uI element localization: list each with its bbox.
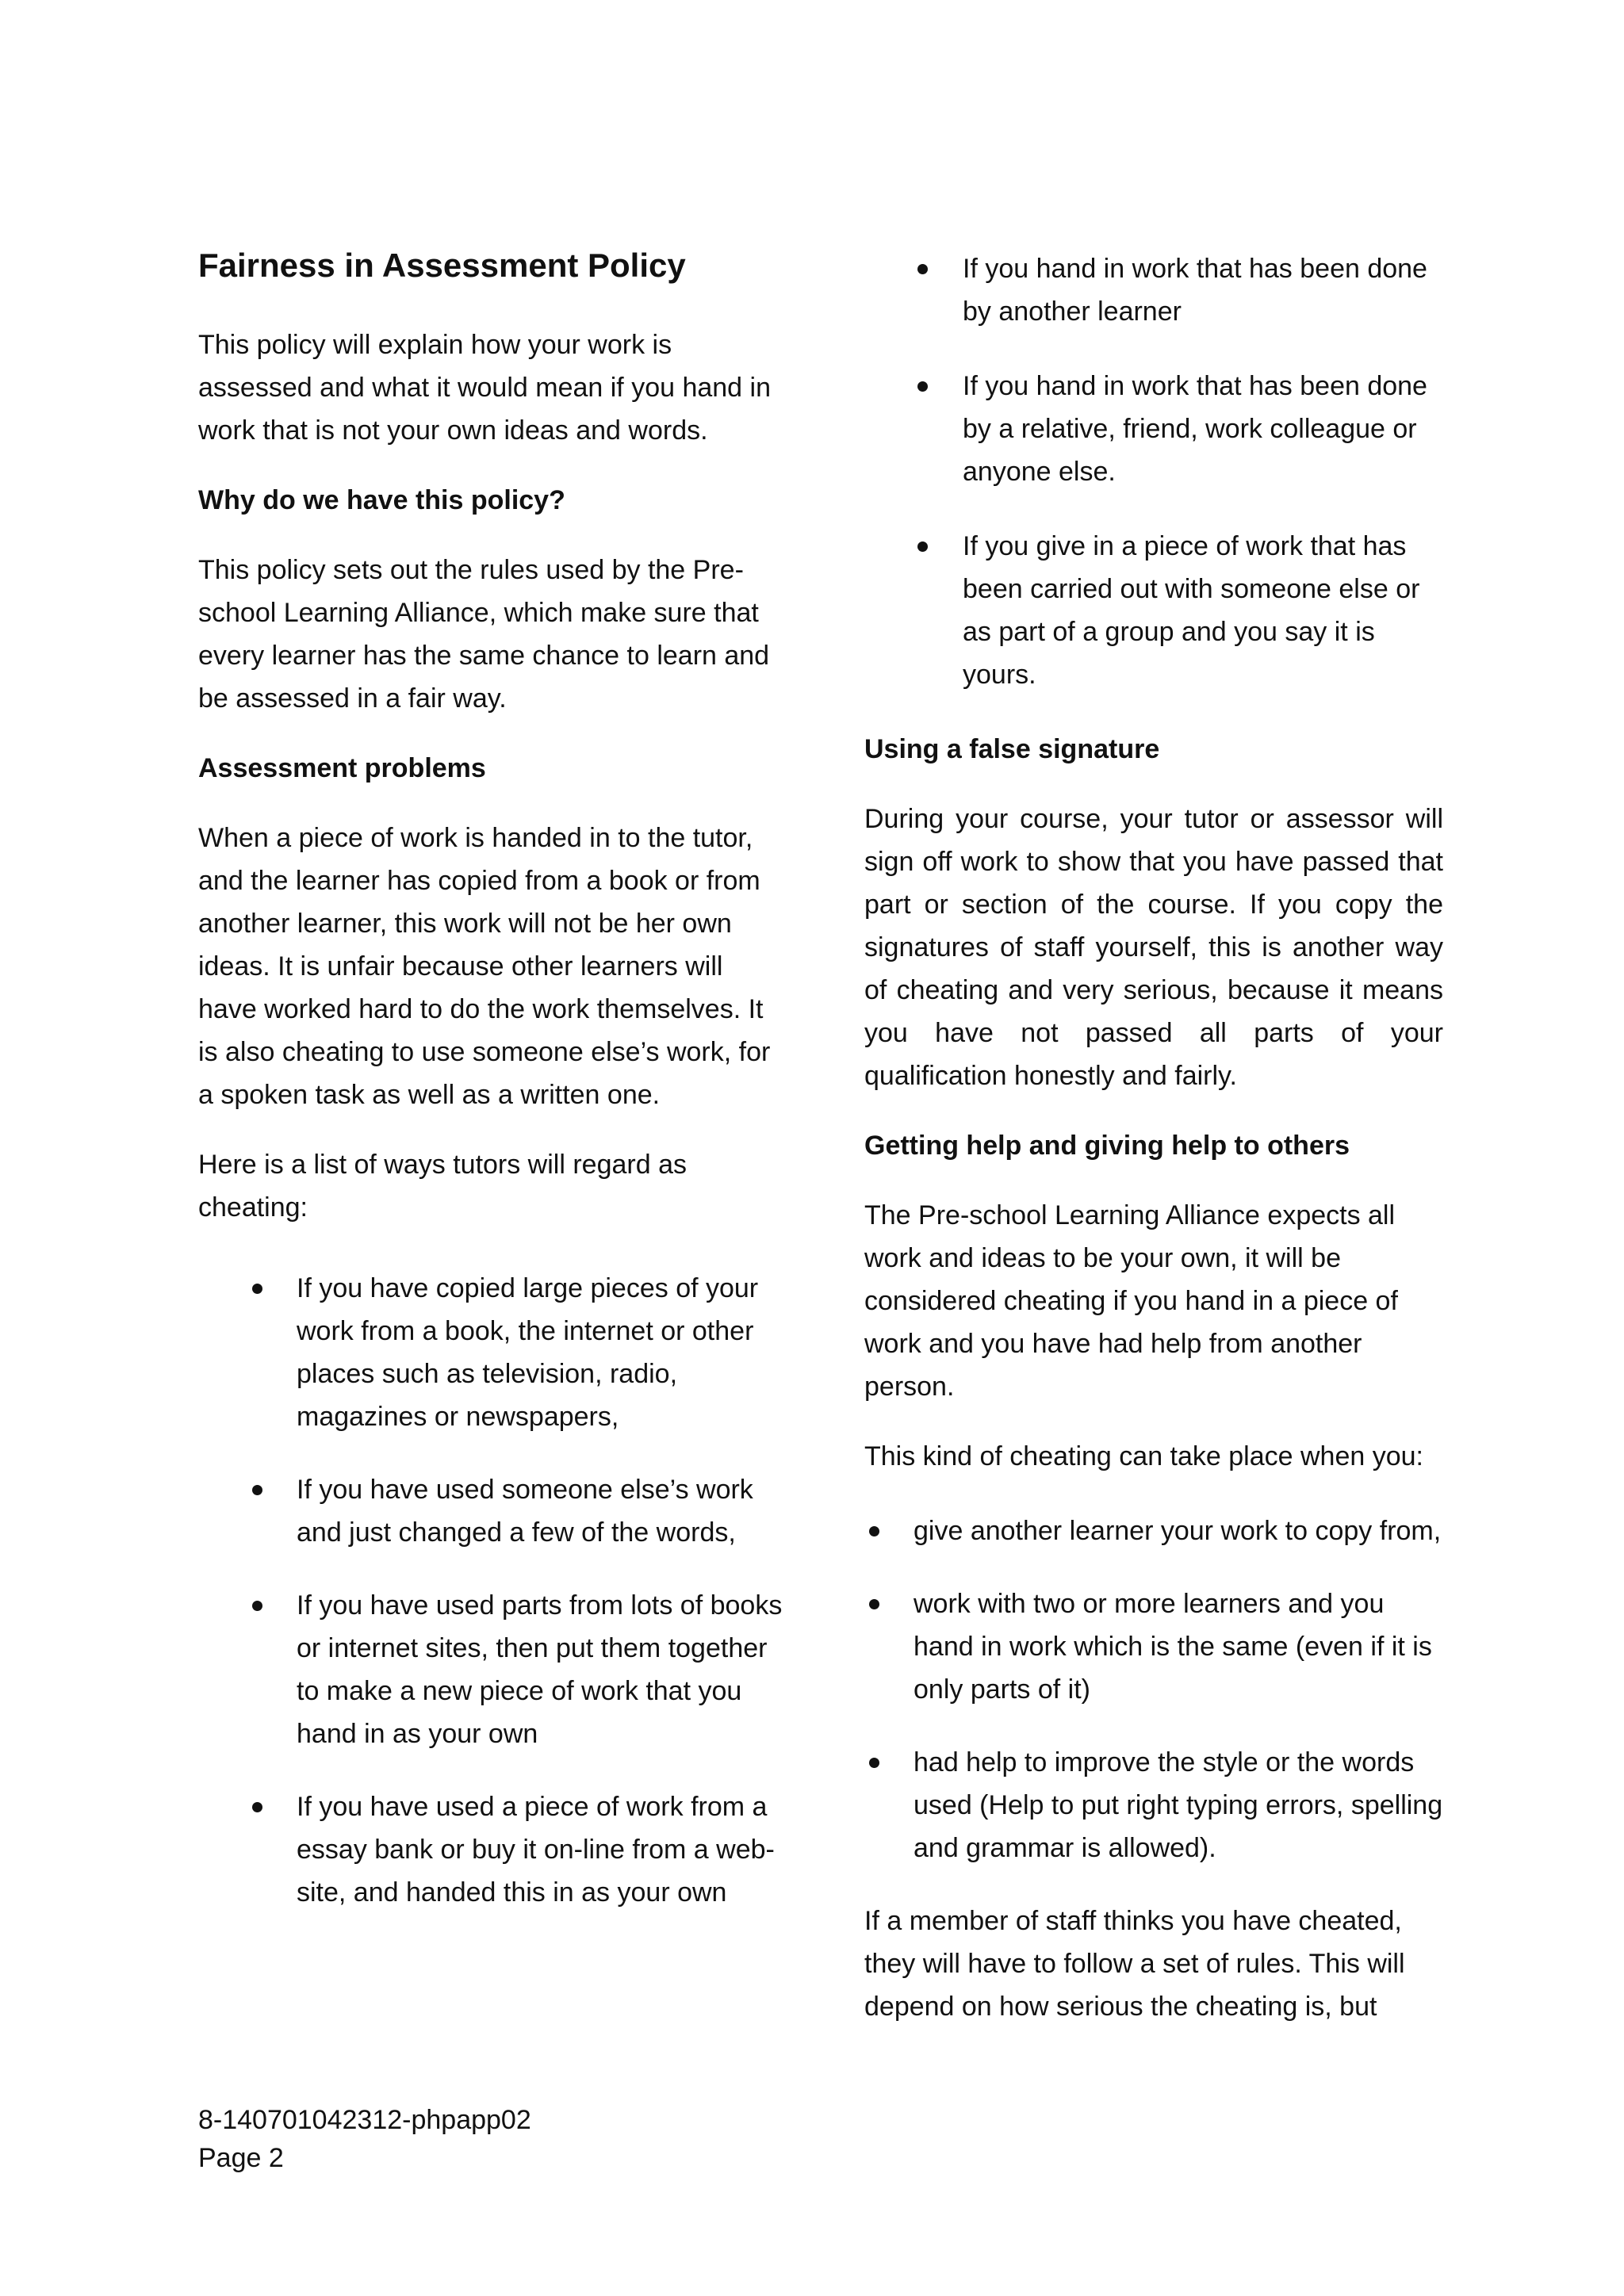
help-list-intro: This kind of cheating can take place when you: [864,1441,1423,1471]
left-column [198,246,785,1944]
bullet-icon [869,1599,879,1609]
right-column [864,247,1443,2055]
page-number: Page 2 [198,2143,284,2173]
list-item-text: If you have used parts from lots of books or internet sites, then put them together to make a new piece of work that you hand in as your own [297,1590,783,1750]
document-id: 8-140701042312-phpapp02 [198,2105,531,2135]
why-paragraph: This policy sets out the rules used by the Pre-school Learning Alliance, which make sure that every learner has the same chance to learn and be assessed in a fair way. [198,555,770,714]
bullet-icon [917,541,928,552]
problems-paragraph: When a piece of work is handed in to the tutor, and the learner has copied from a book or from another learner, this work will not be her own ideas. It is unfair because other learners will have worked hard to do the work themselves. It is also cheating to use someone else’s work, for a spoken task as well as a written one. [198,823,771,1111]
page-title: Fairness in Assessment Policy [198,247,686,284]
list-item-text: had help to improve the style or the words used (Help to put right typing errors, spelling and grammar is allowed). [914,1747,1443,1863]
signature-heading: Using a false signature [864,734,1160,764]
signature-paragraph: During your course, your tutor or assessor will sign off work to show that you have passed that part or section of the course. If you copy the signatures of staff yourself, this is another way of cheating and very serious, because it means you have not passed all parts of your qualification honestly and fairly. [864,804,1443,1091]
list-item [864,1582,1443,1711]
list-item [198,1267,785,1438]
bullet-icon [252,1601,262,1611]
bullet-icon [869,1526,879,1536]
help-list [864,1510,1443,1869]
list-item [198,1785,785,1914]
list-item [864,525,1443,696]
bullet-icon [917,264,928,274]
help-heading: Getting help and giving help to others [864,1131,1350,1161]
list-item-text: If you have used a piece of work from a essay bank or buy it on-line from a web-site, and handed this in as your own [297,1792,775,1908]
list-item [198,1584,785,1755]
list-item-text: If you give in a piece of work that has been carried out with someone else or as part of a group and you say it is yours. [963,531,1420,690]
bullet-icon [252,1284,262,1294]
list-item [864,365,1443,493]
problems-heading: Assessment problems [198,753,486,784]
help-paragraph: The Pre-school Learning Alliance expects all work and ideas to be your own, it will be considered cheating if you hand in a piece of work and you have had help from another person. [864,1200,1398,1402]
list-item-text: If you hand in work that has been done by a relative, friend, work colleague or anyone else. [963,371,1427,487]
list-item-text: If you hand in work that has been done by another learner [963,254,1427,327]
why-heading: Why do we have this policy? [198,485,565,516]
bullet-icon [252,1485,262,1495]
closing-paragraph: If a member of staff thinks you have cheated, they will have to follow a set of rules. This will depend on how serious the cheating is, but [864,1906,1405,2022]
cheating-list-part-2 [864,247,1443,696]
page-footer [198,2101,531,2177]
bullet-icon [917,381,928,392]
bullet-icon [252,1802,262,1812]
list-item-text: If you have used someone else’s work and just changed a few of the words, [297,1475,753,1548]
list-item [864,1510,1443,1552]
list-item [198,1468,785,1554]
list-item [864,1741,1443,1869]
list-intro: Here is a list of ways tutors will regard as cheating: [198,1150,687,1223]
cheating-list-part-1 [198,1267,785,1914]
bullet-icon [869,1758,879,1768]
list-item-text: If you have copied large pieces of your work from a book, the internet or other places such as television, radio, magazines or newspapers, [297,1273,759,1433]
list-item-text: work with two or more learners and you hand in work which is the same (even if it is only parts of it) [914,1589,1432,1705]
list-item [864,247,1443,333]
list-item-text: give another learner your work to copy from, [914,1516,1442,1546]
intro-paragraph: This policy will explain how your work is assessed and what it would mean if you hand in work that is not your own ideas and words. [198,330,772,446]
